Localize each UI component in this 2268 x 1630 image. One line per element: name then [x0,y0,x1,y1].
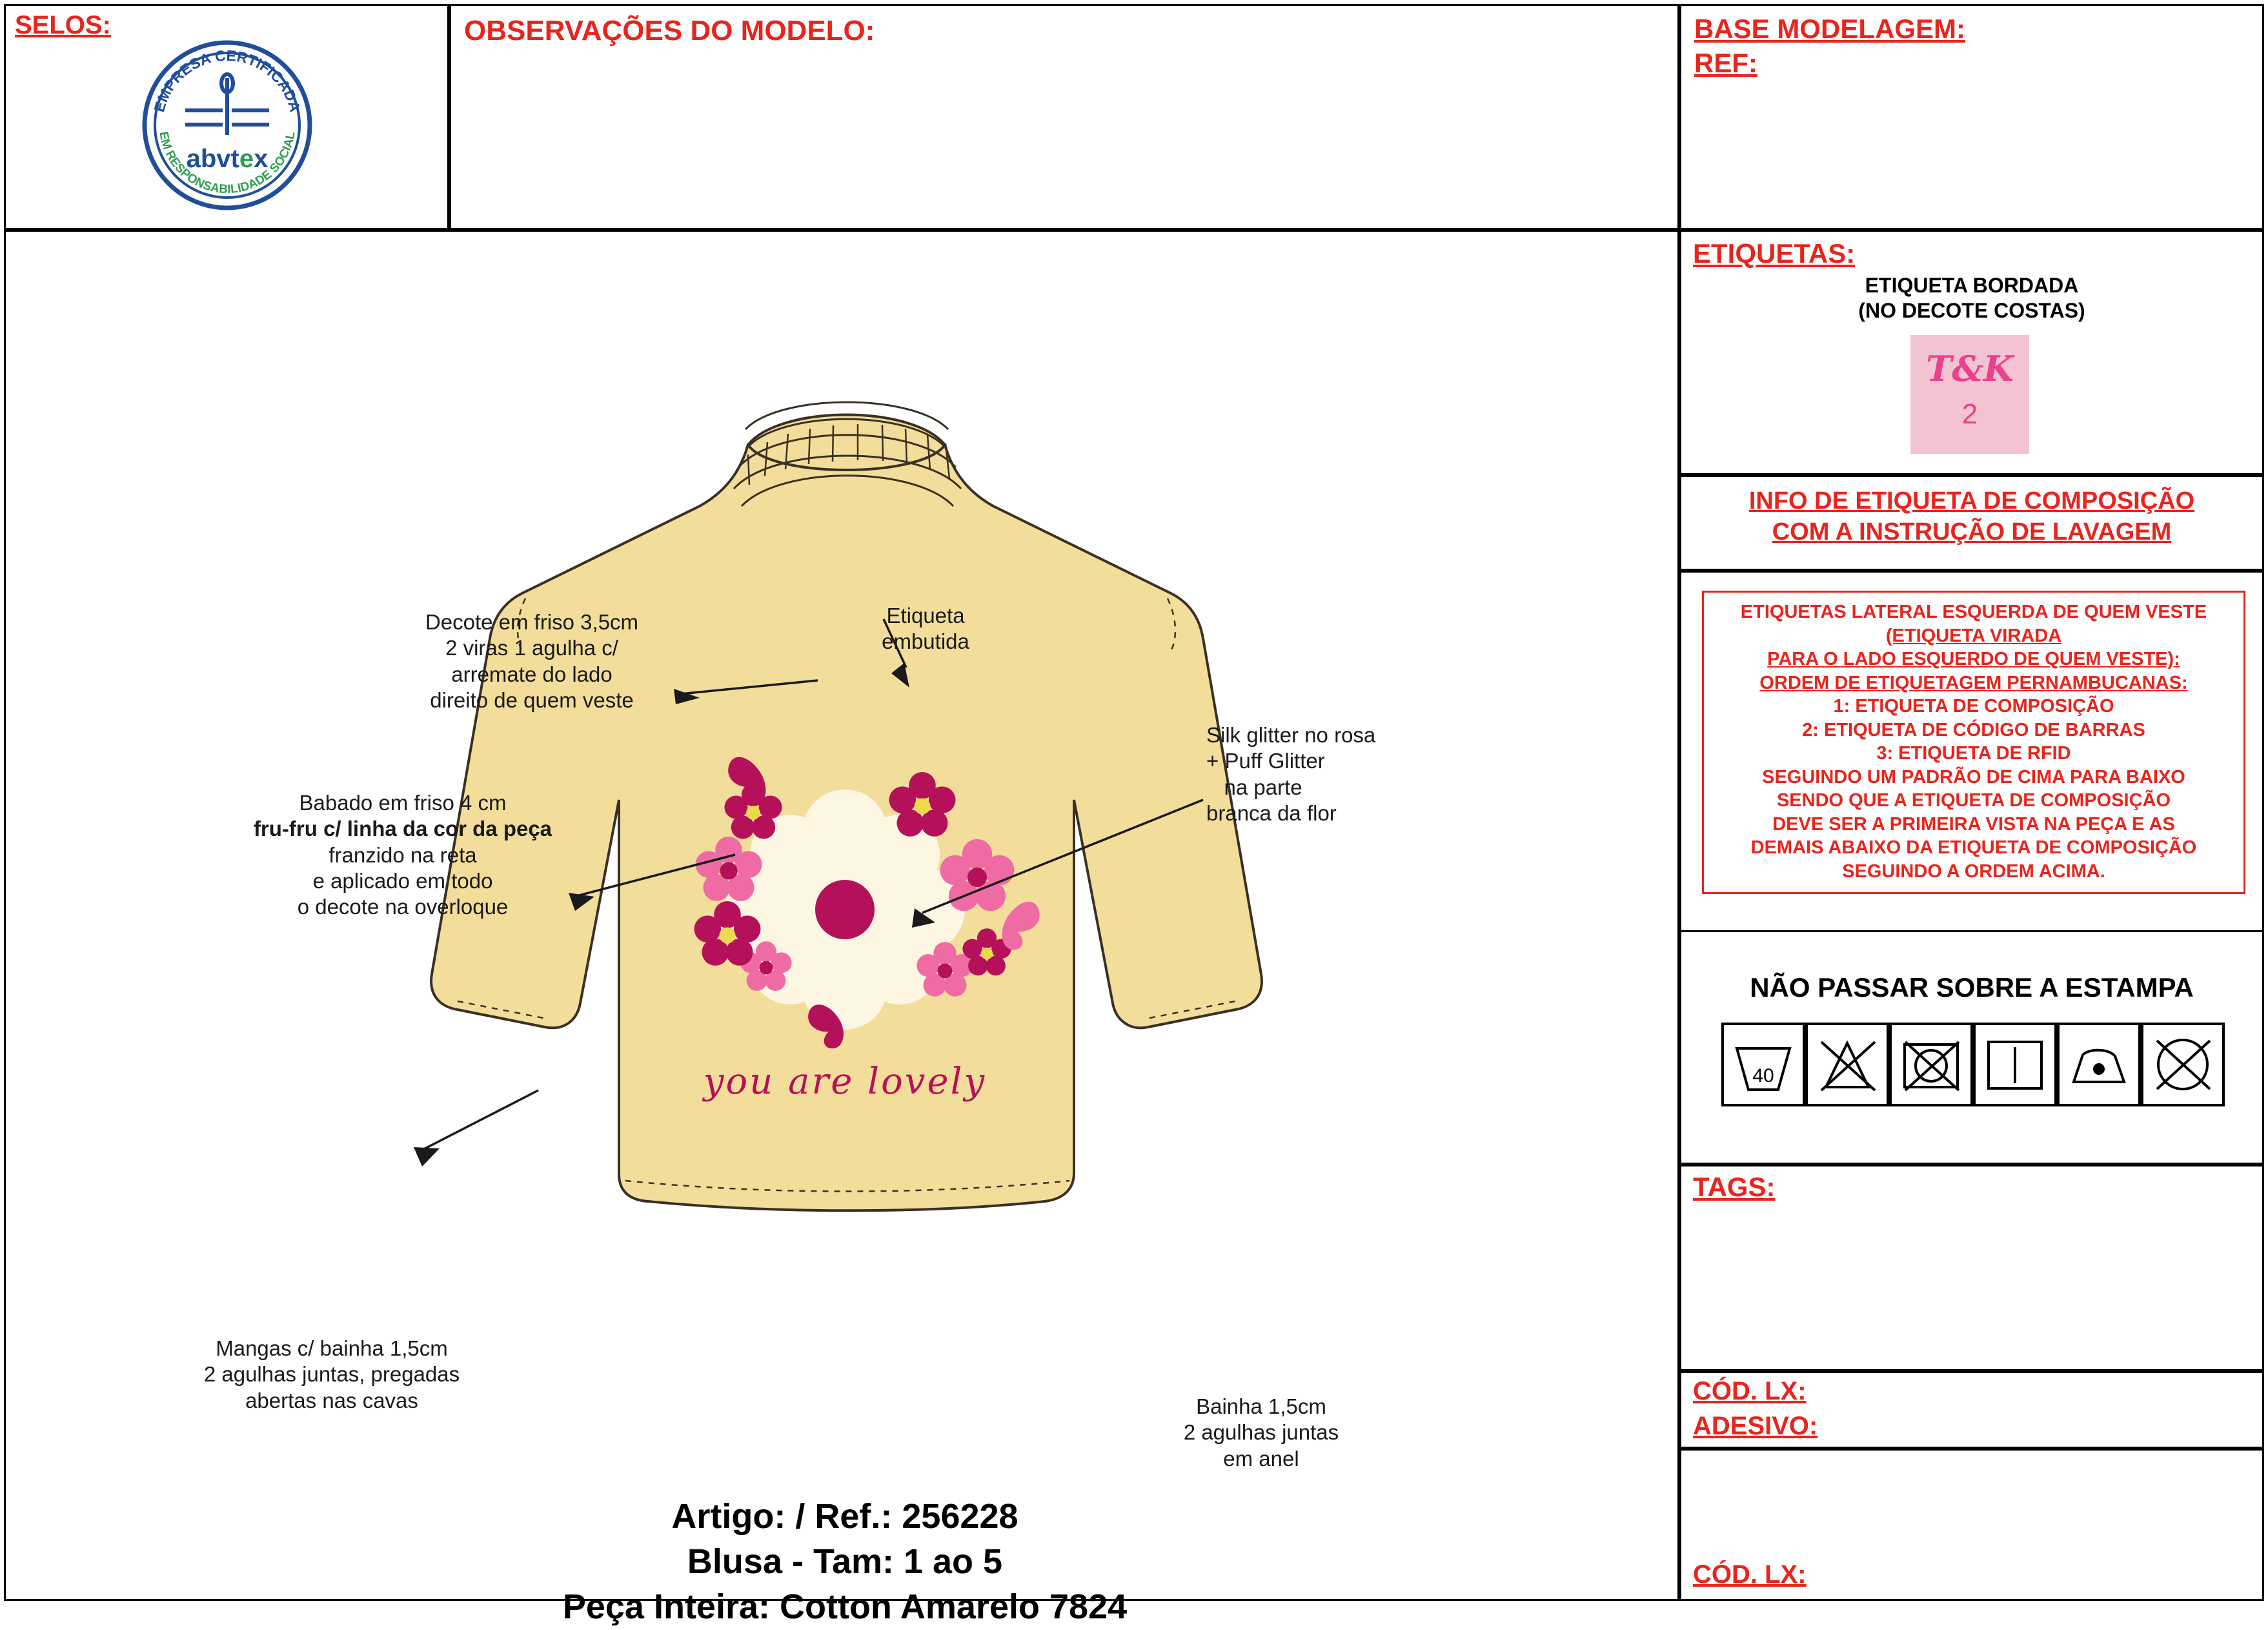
rules-outline [1702,591,2245,894]
etiquetas-panel [1679,230,2264,475]
caption-line-2: Blusa - Tam: 1 ao 5 [687,1542,1003,1582]
print-text: you are lovely [703,1061,987,1103]
wash-instructions-panel [1679,932,2264,1165]
info-etiqueta-panel [1679,475,2264,571]
etiquetas-label: ETIQUETAS: [1693,238,1856,269]
base-modelagem-label [1694,12,1965,80]
observacoes-panel [449,4,1679,230]
garment-drawing-panel [4,230,1679,1627]
annotation-babado-line1: Babado em friso 4 cm [299,791,507,815]
etiqueta-bordada-text [1681,273,2262,323]
wash-title: NÃO PASSAR SOBRE A ESTAMPA [1750,972,2194,1003]
tags-label: TAGS: [1693,1172,1776,1202]
patch-size-text: 2 [1961,398,1978,430]
caption-line-1: Artigo: / Ref.: 256228 [671,1497,1018,1536]
base-modelagem-panel [1679,4,2264,230]
observacoes-label: OBSERVAÇÕES DO MODELO: [464,15,875,46]
info-etiqueta-text [1681,486,2262,547]
info-line-1: INFO DE ETIQUETA DE COMPOSIÇÃO [1748,487,2195,514]
rules-panel [1679,571,2264,932]
cod-lx-label-1: CÓD. LX: [1693,1377,1807,1405]
patch-brand-text: T&K [1926,348,2014,389]
etiqueta-bordada-line2: (NO DECOTE COSTAS) [1858,299,2085,323]
info-line-2: COM A INSTRUÇÃO DE LAVAGEM [1772,518,2172,545]
svg-text:EMPRESA CERTIFICADA: EMPRESA CERTIFICADA [150,46,304,114]
abvtex-seal-icon [114,38,340,212]
annotation-silk: Silk glitter no rosa + Puff Glitter na parte branca da flor [1206,723,1376,825]
embroidered-label-swatch [1910,335,2029,454]
svg-text:abvtex: abvtex [186,145,268,173]
annotation-decote: Decote em friso 3,5cm 2 viras 1 agulha c/ arremate do lado direito de quem veste [425,610,639,712]
cod-lx-adesivo-panel [1679,1371,2264,1449]
wash-symbols-row [1721,1023,2225,1106]
adesivo-label: ADESIVO: [1693,1412,1818,1440]
caption-line-3: Peça Inteira: Cotton Amarelo 7824 [562,1587,1128,1627]
wash-temperature: 40 [1752,1065,1774,1086]
annotation-mangas: Mangas c/ bainha 1,5cm 2 agulhas juntas, pregadas abertas nas cavas [203,1336,460,1412]
annotation-etiqueta: Etiqueta embutida [882,604,969,654]
rules-text: ETIQUETAS LATERAL ESQUERDA DE QUEM VESTE (ETIQUETA VIRADA PARA O LADO ESQUERDO DE QUEM VESTE): ORDEM DE ETIQUETAGEM PERNAMBUCANAS: 1: ETIQUETA DE COMPOSIÇÃO 2: ETIQUETA DE CÓDIGO DE BARRAS 3: ETIQUETA DE RFID SEGUINDO UM PADRÃO DE CIMA PARA BAIXO SENDO QUE A ETIQUETA DE COMPOSIÇÃO DEVE SER A PRIMEIRA VISTA NA PEÇA E AS DEMAIS ABAIXO DA ETIQUETA DE COMPOSIÇÃO SEGUINDO A ORDEM ACIMA. [1740,602,2207,882]
cod-lx-label-2: CÓD. LX: [1693,1560,1807,1589]
cod-lx-panel-2 [1679,1449,2264,1601]
annotation-bainha: Bainha 1,5cm 2 agulhas juntas em anel [1183,1394,1339,1471]
annotation-babado-line2: fru-fru c/ linha da cor da peça [253,817,552,841]
base-modelagem-title: BASE MODELAGEM: [1694,14,1965,44]
etiqueta-bordada-line1: ETIQUETA BORDADA [1865,274,2079,297]
annotation-babado: Babado em friso 4 cm fru-fru c/ linha da cor da peça franzido na reta e aplicado em todo o decote na overloque [253,791,552,919]
selos-label: SELOS: [15,11,111,39]
svg-text:EM RESPONSABILIDADE SOCIAL: EM RESPONSABILIDADE SOCIAL [156,130,298,197]
caption-block [393,1494,1297,1630]
ref-label: REF: [1694,47,1757,78]
selos-panel [4,4,449,230]
tags-panel [1679,1165,2264,1371]
